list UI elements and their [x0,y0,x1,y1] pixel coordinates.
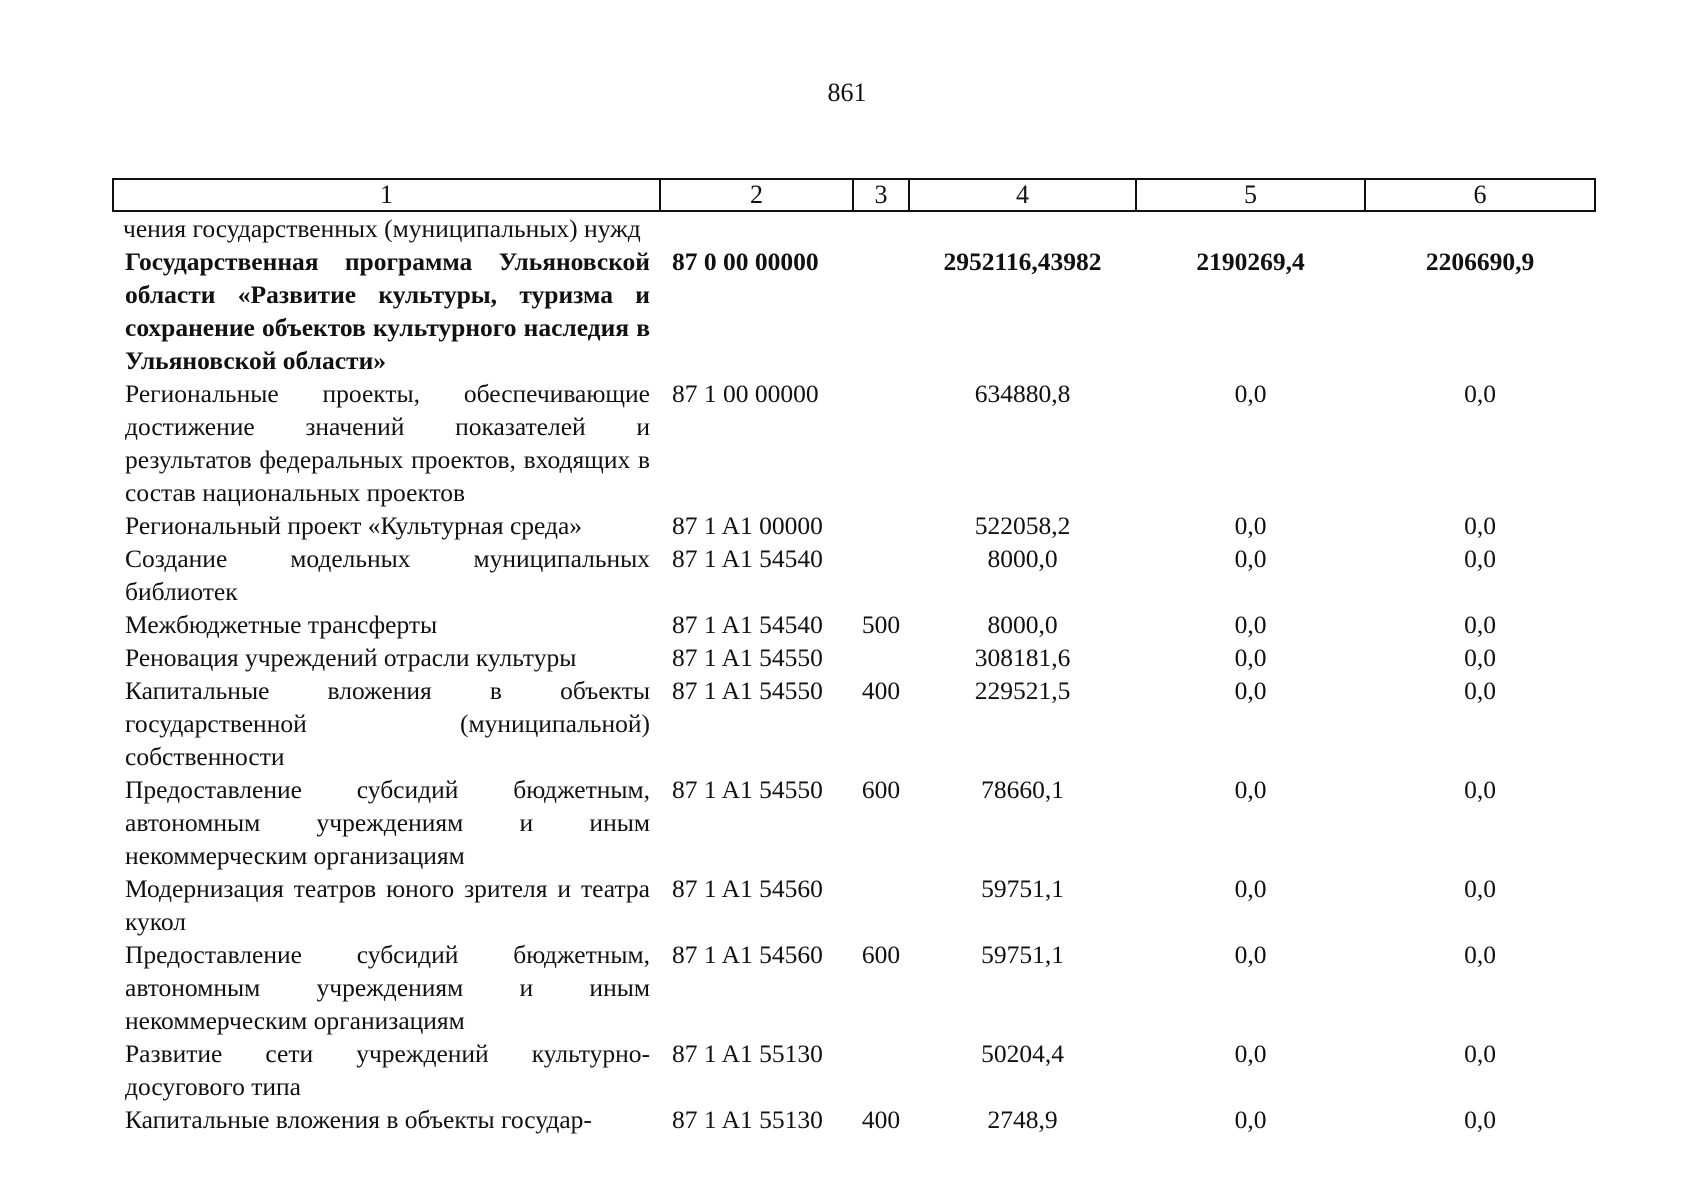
row-value-col5: 0,0 [1234,775,1267,804]
row-value-col6: 2206690,9 [1425,247,1535,276]
budget-table-container [112,178,1594,1136]
row-expense-type [853,245,909,377]
row-code: 87 1 A1 55130 [672,1105,823,1134]
row-name: Государственная программа Ульяновской области «Развитие культуры, туризма и сохранение объектов культурного наследия в Ульяновской области» [125,247,650,375]
row-expense-type: 600 [861,775,901,804]
row-value-col6: 0,0 [1464,940,1496,969]
table-row [113,608,1595,641]
row-expense-type [853,211,909,245]
row-code: 87 1 A1 54550 [672,775,823,804]
row-value-col6: 0,0 [1464,1105,1496,1134]
row-value-col4: 8000,0 [987,544,1058,573]
row-expense-type: 500 [861,610,901,639]
row-value-col5: 0,0 [1234,874,1267,903]
row-name: Создание модельных муниципальных библиотек [125,544,650,606]
row-code: 87 1 A1 54540 [672,610,823,639]
column-header-6: 6 [1365,179,1595,211]
row-value-col5: 0,0 [1234,676,1267,705]
row-value-col4: 59751,1 [981,940,1064,969]
row-value-col4: 634880,8 [974,379,1071,408]
row-expense-type: 600 [861,940,901,969]
row-value-col4: 8000,0 [987,610,1058,639]
table-row [113,1103,1595,1136]
row-value-col6: 0,0 [1464,874,1496,903]
row-value-col4: 59751,1 [981,874,1064,903]
table-row [113,674,1595,773]
row-code: 87 1 A1 54560 [672,940,823,969]
row-value-col5: 2190269,4 [1196,247,1305,276]
row-value-col5 [1136,211,1365,245]
row-name: Капитальные вложения в объекты государ- [125,1105,592,1134]
column-header-4: 4 [909,179,1136,211]
table-row [113,641,1595,674]
table-header [113,179,1595,211]
row-value-col5: 0,0 [1234,643,1267,672]
row-code [660,211,853,245]
row-expense-type [853,377,909,509]
row-code: 87 0 00 00000 [672,247,819,276]
row-expense-type [853,1037,909,1103]
row-code: 87 1 A1 54540 [672,544,823,573]
row-value-col6: 0,0 [1464,610,1496,639]
row-value-col4 [909,211,1136,245]
row-value-col4: 522058,2 [974,511,1071,540]
row-code: 87 1 00 00000 [672,379,819,408]
column-header-3: 3 [853,179,909,211]
table-row [113,872,1595,938]
column-header-1: 1 [113,179,660,211]
row-expense-type [853,542,909,608]
row-expense-type [853,509,909,542]
row-value-col6: 0,0 [1464,676,1496,705]
row-value-col4: 2748,9 [987,1105,1058,1134]
row-code: 87 1 A1 54550 [672,676,823,705]
row-value-col6: 0,0 [1464,643,1496,672]
row-name: Предоставление субсидий бюджетным, автономным учреждениям и иным некоммерческим организациям [125,940,650,1035]
column-number-row [113,179,1595,211]
row-expense-type: 400 [861,1105,901,1134]
table-row [113,245,1595,377]
row-value-col4: 2952116,43982 [943,247,1102,276]
row-code: 87 1 A1 54560 [672,874,823,903]
row-name: чения государственных (муниципальных) нужд [123,214,641,243]
row-value-col6: 0,0 [1464,1039,1496,1068]
table-row [113,377,1595,509]
row-value-col5: 0,0 [1234,544,1267,573]
row-name: Региональные проекты, обеспечивающие достижение значений показателей и результатов федеральных проектов, входящих в состав национальных проектов [125,379,650,507]
row-name: Предоставление субсидий бюджетным, автономным учреждениям и иным некоммерческим организациям [125,775,650,870]
row-name: Межбюджетные трансферты [125,610,438,639]
row-value-col5: 0,0 [1234,379,1267,408]
row-value-col6: 0,0 [1464,775,1496,804]
table-row [113,938,1595,1037]
row-value-col5: 0,0 [1234,940,1267,969]
row-expense-type [853,641,909,674]
row-expense-type [853,872,909,938]
column-header-5: 5 [1136,179,1365,211]
row-value-col4: 78660,1 [981,775,1064,804]
row-value-col5: 0,0 [1234,1039,1267,1068]
row-code: 87 1 A1 54550 [672,643,823,672]
page-number: 861 [827,78,867,107]
table-row [113,773,1595,872]
table-row [113,542,1595,608]
row-code: 87 1 A1 55130 [672,1039,823,1068]
row-value-col6: 0,0 [1464,544,1496,573]
row-name: Развитие сети учреждений культурно-досугового типа [125,1039,650,1101]
row-name: Модернизация театров юного зрителя и театра кукол [125,874,650,936]
row-expense-type: 400 [861,676,901,705]
row-value-col4: 50204,4 [981,1039,1064,1068]
row-name: Капитальные вложения в объекты государственной (муниципальной) собственности [125,676,650,771]
row-value-col6 [1365,211,1595,245]
row-value-col6: 0,0 [1464,511,1496,540]
row-value-col5: 0,0 [1234,610,1267,639]
row-name: Реновация учреждений отрасли культуры [125,643,577,672]
row-value-col6: 0,0 [1464,379,1496,408]
row-code: 87 1 A1 00000 [672,511,823,540]
table-row [113,211,1595,245]
row-value-col5: 0,0 [1234,1105,1267,1134]
row-value-col5: 0,0 [1234,511,1267,540]
row-value-col4: 308181,6 [974,643,1071,672]
column-header-2: 2 [660,179,853,211]
table-row [113,1037,1595,1103]
budget-table [112,178,1596,1136]
table-body [113,211,1595,1136]
row-value-col4: 229521,5 [974,676,1071,705]
row-name: Региональный проект «Культурная среда» [125,511,583,540]
table-row [113,509,1595,542]
